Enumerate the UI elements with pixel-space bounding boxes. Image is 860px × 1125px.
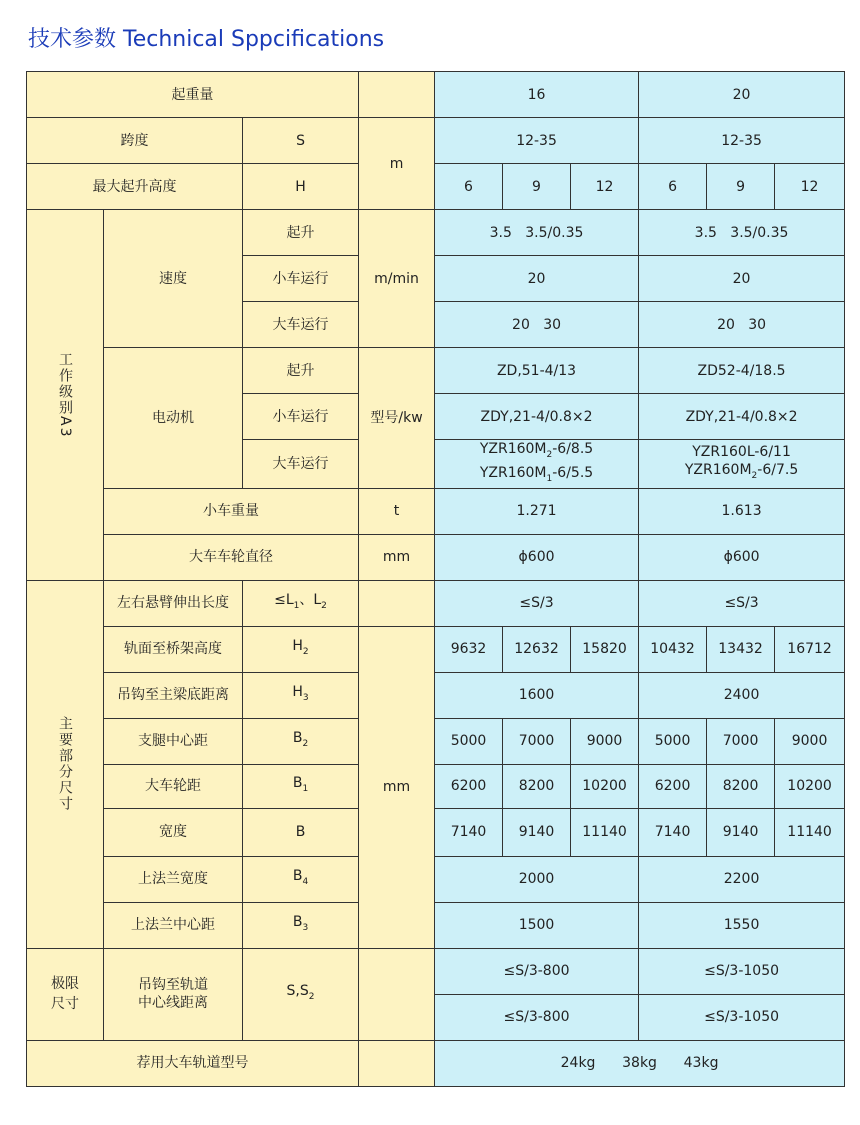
motor-crane-16-line2: $YZR160M_1-6/5.5$ [479, 464, 594, 484]
leg-center-20-c: 9000 [775, 718, 845, 764]
wheel-base-16-c: 10200 [571, 764, 639, 808]
rail-to-bridge-symbol: $H_2$ [243, 626, 359, 672]
wheel-base-20-a: 6200 [639, 764, 707, 808]
wheel-diameter-20: ϕ600 [639, 534, 845, 580]
span-symbol: S [243, 118, 359, 164]
hook-rail-row1-16: ≤S/3-800 [435, 948, 639, 994]
wheel-base-20-b: 8200 [707, 764, 775, 808]
trolley-weight-20: 1.613 [639, 488, 845, 534]
rail-type-unit [359, 1040, 435, 1086]
motor-lift-16: ZD,51-4/13 [435, 348, 639, 394]
wheel-base-symbol: $B_1$ [243, 764, 359, 808]
rail-type-label: 荐用大车轨道型号 [27, 1040, 359, 1086]
lifting-capacity-unit [359, 72, 435, 118]
unit-m: m [359, 118, 435, 210]
rail-to-bridge-16-b: 12632 [503, 626, 571, 672]
lifting-capacity-label: 起重量 [27, 72, 359, 118]
max-height-20-b: 9 [707, 164, 775, 210]
cantilever-unit [359, 580, 435, 626]
span-16: 12-35 [435, 118, 639, 164]
motor-trolley-20: ZDY,21-4/0.8×2 [639, 394, 845, 440]
motor-crane-20-line1: YZR160L-6/11 [692, 443, 791, 460]
motor-lift-label: 起升 [243, 348, 359, 394]
speed-trolley-label: 小车运行 [243, 256, 359, 302]
width-16-a: 7140 [435, 808, 503, 856]
flange-center-label: 上法兰中心距 [104, 902, 243, 948]
max-height-20-c: 12 [775, 164, 845, 210]
max-height-label: 最大起升高度 [27, 164, 243, 210]
cantilever-label: 左右悬臂伸出长度 [104, 580, 243, 626]
wheel-diameter-16: ϕ600 [435, 534, 639, 580]
span-20: 12-35 [639, 118, 845, 164]
rail-to-bridge-20-b: 13432 [707, 626, 775, 672]
speed-trolley-20: 20 [639, 256, 845, 302]
hook-to-beam-symbol: $H_3$ [243, 672, 359, 718]
cantilever-symbol: $\le L_1$、$L_2$ [243, 580, 359, 626]
cantilever-20: ≤S/3 [639, 580, 845, 626]
hook-to-beam-16: 1600 [435, 672, 639, 718]
speed-crane-label: 大车运行 [243, 302, 359, 348]
width-20-b: 9140 [707, 808, 775, 856]
motor-label: 电动机 [104, 348, 243, 489]
max-height-16-a: 6 [435, 164, 503, 210]
wheel-base-16-b: 8200 [503, 764, 571, 808]
width-16-b: 9140 [503, 808, 571, 856]
motor-unit: 型号/kw [359, 348, 435, 489]
trolley-weight-16: 1.271 [435, 488, 639, 534]
wheel-base-16-a: 6200 [435, 764, 503, 808]
speed-label: 速度 [104, 210, 243, 348]
speed-crane-20: 20 30 [639, 302, 845, 348]
hook-rail-symbol: $S,S_2$ [243, 948, 359, 1040]
flange-center-16: 1500 [435, 902, 639, 948]
motor-crane-20 [639, 440, 845, 489]
lifting-capacity-16: 16 [435, 72, 639, 118]
width-20-c: 11140 [775, 808, 845, 856]
rail-to-bridge-16-c: 15820 [571, 626, 639, 672]
flange-width-label: 上法兰宽度 [104, 856, 243, 902]
wheel-diameter-unit: mm [359, 534, 435, 580]
motor-trolley-label: 小车运行 [243, 394, 359, 440]
unit-mm: mm [359, 626, 435, 948]
main-dimensions-label: 主要部分尺寸 [27, 580, 104, 948]
leg-center-20-a: 5000 [639, 718, 707, 764]
rail-to-bridge-20-c: 16712 [775, 626, 845, 672]
rail-to-bridge-label: 轨面至桥架高度 [104, 626, 243, 672]
speed-lift-16: 3.5 3.5/0.35 [435, 210, 639, 256]
leg-center-16-a: 5000 [435, 718, 503, 764]
max-height-16-c: 12 [571, 164, 639, 210]
trolley-weight-unit: t [359, 488, 435, 534]
page-title: 技术参数 Technical Sppcifications [28, 27, 385, 52]
motor-crane-16-line1: $YZR160M_2-6/8.5$ [479, 441, 594, 460]
trolley-weight-label: 小车重量 [104, 488, 359, 534]
flange-width-20: 2200 [639, 856, 845, 902]
leg-center-16-b: 7000 [503, 718, 571, 764]
speed-trolley-16: 20 [435, 256, 639, 302]
hook-rail-row1-20: ≤S/3-1050 [639, 948, 845, 994]
leg-center-symbol: $B_2$ [243, 718, 359, 764]
width-symbol: B [243, 808, 359, 856]
max-height-symbol: H [243, 164, 359, 210]
rail-to-bridge-16-a: 9632 [435, 626, 503, 672]
speed-crane-16: 20 30 [435, 302, 639, 348]
flange-center-20: 1550 [639, 902, 845, 948]
hook-to-beam-20: 2400 [639, 672, 845, 718]
flange-width-16: 2000 [435, 856, 639, 902]
wheel-diameter-label: 大车车轮直径 [104, 534, 359, 580]
motor-lift-20: ZD52-4/18.5 [639, 348, 845, 394]
motor-crane-20-line2: $YZR160M_2-6/7.5$ [684, 461, 799, 481]
lifting-capacity-20: 20 [639, 72, 845, 118]
hook-rail-unit [359, 948, 435, 1040]
specifications-table [26, 71, 845, 1087]
speed-unit: m/min [359, 210, 435, 348]
hook-rail-row2-16: ≤S/3-800 [435, 994, 639, 1040]
leg-center-20-b: 7000 [707, 718, 775, 764]
motor-crane-label: 大车运行 [243, 440, 359, 489]
leg-center-label: 支腿中心距 [104, 718, 243, 764]
cantilever-16: ≤S/3 [435, 580, 639, 626]
span-label: 跨度 [27, 118, 243, 164]
width-16-c: 11140 [571, 808, 639, 856]
hook-to-beam-label: 吊钩至主梁底距离 [104, 672, 243, 718]
hook-rail-label: 吊钩至轨道 中心线距离 [104, 948, 243, 1040]
speed-lift-20: 3.5 3.5/0.35 [639, 210, 845, 256]
max-height-20-a: 6 [639, 164, 707, 210]
wheel-base-label: 大车轮距 [104, 764, 243, 808]
rail-type-value: 24kg 38kg 43kg [435, 1040, 845, 1086]
rail-to-bridge-20-a: 10432 [639, 626, 707, 672]
flange-center-symbol: $B_3$ [243, 902, 359, 948]
max-height-16-b: 9 [503, 164, 571, 210]
motor-crane-16 [435, 440, 639, 489]
width-20-a: 7140 [639, 808, 707, 856]
wheel-base-20-c: 10200 [775, 764, 845, 808]
speed-lift-label: 起升 [243, 210, 359, 256]
limit-dimensions-label: 极限尺寸 [27, 948, 104, 1040]
width-label: 宽度 [104, 808, 243, 856]
hook-rail-row2-20: ≤S/3-1050 [639, 994, 845, 1040]
work-class-label: 工作级别A3 [27, 210, 104, 581]
flange-width-symbol: $B_4$ [243, 856, 359, 902]
motor-trolley-16: ZDY,21-4/0.8×2 [435, 394, 639, 440]
leg-center-16-c: 9000 [571, 718, 639, 764]
